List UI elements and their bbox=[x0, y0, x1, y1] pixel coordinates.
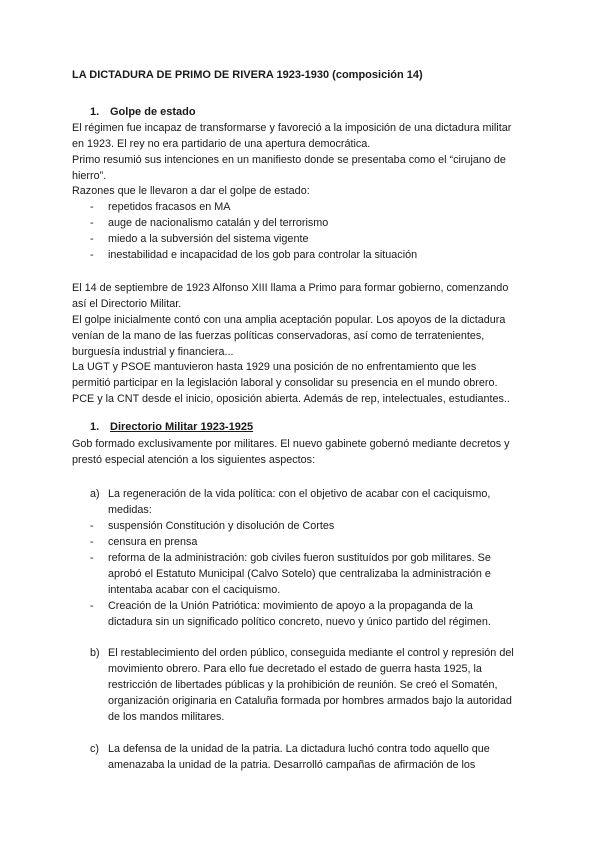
item-c-letter: c) bbox=[90, 743, 99, 755]
paragraph-line: en 1923. El rey no era partidario de una apertura democrática. bbox=[72, 138, 371, 150]
item-b-line: movimiento obrero. Para ello fue decretado el estado de guerra hasta 1925, la bbox=[108, 663, 482, 675]
section1-number: 1. bbox=[90, 106, 100, 118]
measure-item-cont: intentaba acabar con el caciquismo. bbox=[108, 584, 281, 596]
paragraph-line: El golpe inicialmente contó con una amplia aceptación popular. Los apoyos de la dictadura bbox=[72, 314, 506, 326]
item-b-line: de los mandos militares. bbox=[108, 711, 225, 723]
paragraph-line: PCE y la CNT desde el inicio, oposición abierta. Además de rep, intelectuales, estudiantes.. bbox=[72, 393, 510, 405]
reason-item: auge de nacionalismo catalán y del terrorismo bbox=[108, 217, 329, 229]
item-b-letter: b) bbox=[90, 647, 100, 659]
measure-item: Creación de la Unión Patriótica: movimiento de apoyo a la propaganda de la bbox=[108, 600, 473, 612]
paragraph-line: permitió participar en la legislación laboral y consolidar su presencia en el mundo obrero. bbox=[72, 377, 498, 389]
paragraph-line: prestó especial atención a los siguientes aspectos: bbox=[72, 454, 316, 466]
section1-heading: Golpe de estado bbox=[110, 106, 196, 118]
bullet-dash: - bbox=[90, 249, 94, 261]
section2-number: 1. bbox=[90, 421, 100, 433]
reason-item: inestabilidad e incapacidad de los gob para controlar la situación bbox=[108, 249, 418, 261]
bullet-dash: - bbox=[90, 520, 94, 532]
item-b-line: El restablecimiento del orden público, conseguida mediante el control y represión del bbox=[108, 647, 514, 659]
paragraph-line: Razones que le llevaron a dar el golpe de estado: bbox=[72, 185, 310, 197]
paragraph-line: La UGT y PSOE mantuvieron hasta 1929 una posición de no enfrentamiento que les bbox=[72, 361, 477, 373]
measure-item-cont: aprobó el Estatuto Municipal (Calvo Sotelo) que centralizaba la administración e bbox=[108, 568, 491, 580]
paragraph-line: burguesía industrial y financiera... bbox=[72, 346, 234, 358]
paragraph-line: El 14 de septiembre de 1923 Alfonso XIII llama a Primo para formar gobierno, comenzando bbox=[72, 282, 509, 294]
paragraph-line: Primo resumió sus intenciones en un manifiesto donde se presentaba como el “cirujano de bbox=[72, 154, 506, 166]
bullet-dash: - bbox=[90, 552, 94, 564]
bullet-dash: - bbox=[90, 536, 94, 548]
item-b-line: organización originaria en Cataluña formada por hombres armados bajo la autoridad bbox=[108, 695, 512, 707]
item-b-line: restricción de libertades públicas y la prohibición de reunión. Se creó el Somatén, bbox=[108, 679, 498, 691]
measure-item-cont: dictadura sin un significado político concreto, nuevo y único partido del régimen. bbox=[108, 616, 491, 628]
reason-item: miedo a la subversión del sistema vigente bbox=[108, 233, 309, 245]
item-a-line: La regeneración de la vida política: con el objetivo de acabar con el caciquismo, bbox=[108, 488, 491, 500]
paragraph-line: venían de la mano de las fuerzas políticas conservadoras, así como de terratenientes, bbox=[72, 330, 485, 342]
measure-item: reforma de la administración: gob civiles fueron sustituídos por gob militares. Se bbox=[108, 552, 491, 564]
item-a-letter: a) bbox=[90, 488, 100, 500]
page-title: LA DICTADURA DE PRIMO DE RIVERA 1923-1930 (composición 14) bbox=[72, 69, 423, 81]
paragraph-line: hierro”. bbox=[72, 170, 107, 182]
measure-item: censura en prensa bbox=[108, 536, 198, 548]
item-c-line: La defensa de la unidad de la patria. La dictadura luchó contra todo aquello que bbox=[108, 743, 490, 755]
paragraph-line: El régimen fue incapaz de transformarse y favoreció a la imposición de una dictadura militar bbox=[72, 122, 512, 134]
bullet-dash: - bbox=[90, 233, 94, 245]
item-a-line: medidas: bbox=[108, 504, 152, 516]
measure-item: suspensión Constitución y disolución de Cortes bbox=[108, 520, 335, 532]
bullet-dash: - bbox=[90, 201, 94, 213]
bullet-dash: - bbox=[90, 600, 94, 612]
section2-heading: Directorio Militar 1923-1925 bbox=[110, 421, 254, 433]
bullet-dash: - bbox=[90, 217, 94, 229]
paragraph-line: así el Directorio Militar. bbox=[72, 298, 182, 310]
paragraph-line: Gob formado exclusivamente por militares. El nuevo gabinete gobernó mediante decretos y bbox=[72, 438, 510, 450]
reason-item: repetidos fracasos en MA bbox=[108, 201, 231, 213]
item-c-line: amenazaba la unidad de la patria. Desarrolló campañas de afirmación de los bbox=[108, 759, 476, 771]
